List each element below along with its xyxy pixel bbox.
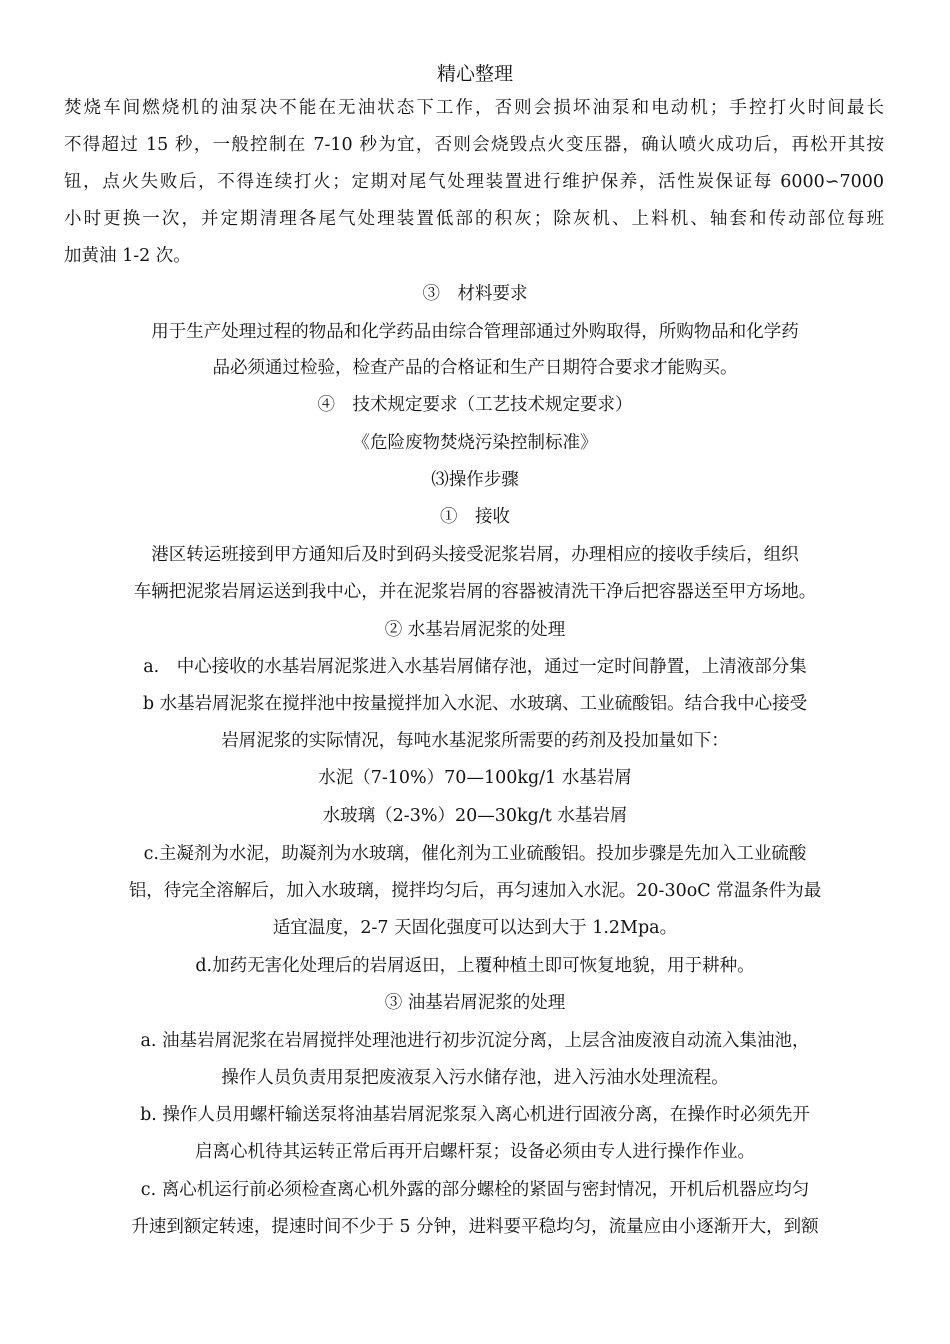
intro-line-2: 不得超过 15 秒，一般控制在 7-10 秒为宜，否则会烧毁点火变压器，确认喷火成功后，再松开其按 <box>64 135 884 155</box>
water-heading: ② 水基岩屑泥浆的处理 <box>384 620 566 640</box>
oil-heading: ③ 油基岩屑泥浆的处理 <box>384 993 566 1013</box>
water-line-8: 适宜温度，2-7 天固化强度可以达到大于 1.2Mpa。 <box>272 918 678 938</box>
steps-heading: ⑶操作步骤 <box>431 470 519 490</box>
page-title: 精心整理 <box>436 63 513 85</box>
water-dosage-glass: 水玻璃（2-3%）20—30kg/t 水基岩屑 <box>322 806 628 826</box>
intro-line-3: 钮，点火失败后，不得连续打火；定期对尾气处理装置进行维护保养，活性炭保证每 6000∽7000 <box>64 172 884 192</box>
water-line-1: a. 中心接收的水基岩屑泥浆进入水基岩屑储存池，通过一定时间静置，上清液部分集 <box>143 657 807 677</box>
water-line-7: 铝，待完全溶解后，加入水玻璃，搅拌均匀后，再匀速加入水泥。20-30oC 常温条件为最 <box>128 881 822 901</box>
receive-line-1: 港区转运班接到甲方通知后及时到码头接受泥浆岩屑，办理相应的接收手续后，组织 <box>151 545 799 565</box>
intro-line-1: 焚烧车间燃烧机的油泵决不能在无油状态下工作，否则会损坏油泵和电动机；手控打火时间最长 <box>64 98 884 118</box>
oil-line-1: a. 油基岩屑泥浆在岩屑搅拌处理池进行初步沉淀分离，上层含油废液自动流入集油池， <box>140 1031 810 1051</box>
oil-line-2: 操作人员负责用泵把废液泵入污水储存池，进入污油水处理流程。 <box>221 1068 729 1088</box>
oil-line-3: b. 操作人员用螺杆输送泵将油基岩屑泥浆泵入离心机进行固液分离，在操作时必须先开 <box>140 1105 810 1125</box>
material-line-1: 用于生产处理过程的物品和化学药品由综合管理部通过外购取得，所购物品和化学药 <box>151 322 799 342</box>
water-line-3: 岩屑泥浆的实际情况，每吨水基泥浆所需要的药剂及投加量如下： <box>221 731 729 751</box>
water-dosage-cement: 水泥（7-10%）70—100kg/1 水基岩屑 <box>318 768 632 788</box>
water-line-6: c.主凝剂为水泥，助凝剂为水玻璃，催化剂为工业硫酸铝。投加步骤是先加入工业硫酸 <box>143 844 807 864</box>
water-line-2: b 水基岩屑泥浆在搅拌池中按量搅拌加入水泥、水玻璃、工业硫酸铝。结合我中心接受 <box>142 694 808 714</box>
intro-line-5: 加黄油 1-2 次。 <box>64 246 191 266</box>
receive-line-2: 车辆把泥浆岩屑运送到我中心，并在泥浆岩屑的容器被清洗干净后把容器送至甲方场地。 <box>133 582 817 602</box>
water-line-9: d.加药无害化处理后的岩屑返田，上覆种植土即可恢复地貌，用于耕种。 <box>195 956 755 976</box>
material-heading: ③ 材料要求 <box>422 284 528 304</box>
receive-heading: ① 接收 <box>440 507 510 527</box>
material-line-2: 品必须通过检验，检查产品的合格证和生产日期符合要求才能购买。 <box>212 358 738 378</box>
oil-line-6: 升速到额定转速，提速时间不少于 5 分钟，进料要平稳均匀，流量应由小逐渐开大，到额 <box>131 1217 819 1237</box>
intro-line-4: 小时更换一次，并定期清理各尾气处理装置低部的积灰；除灰机、上料机、轴套和传动部位每班 <box>64 209 884 229</box>
tech-standard: 《危险废物焚烧污染控制标准》 <box>352 433 598 453</box>
tech-heading: ④ 技术规定要求（工艺技术规定要求） <box>317 395 633 415</box>
oil-line-5: c. 离心机运行前必须检查离心机外露的部分螺栓的紧固与密封情况，开机后机器应均匀 <box>140 1180 810 1200</box>
oil-line-4: 启离心机待其运转正常后再开启螺杆泵；设备必须由专人进行操作作业。 <box>195 1142 755 1162</box>
